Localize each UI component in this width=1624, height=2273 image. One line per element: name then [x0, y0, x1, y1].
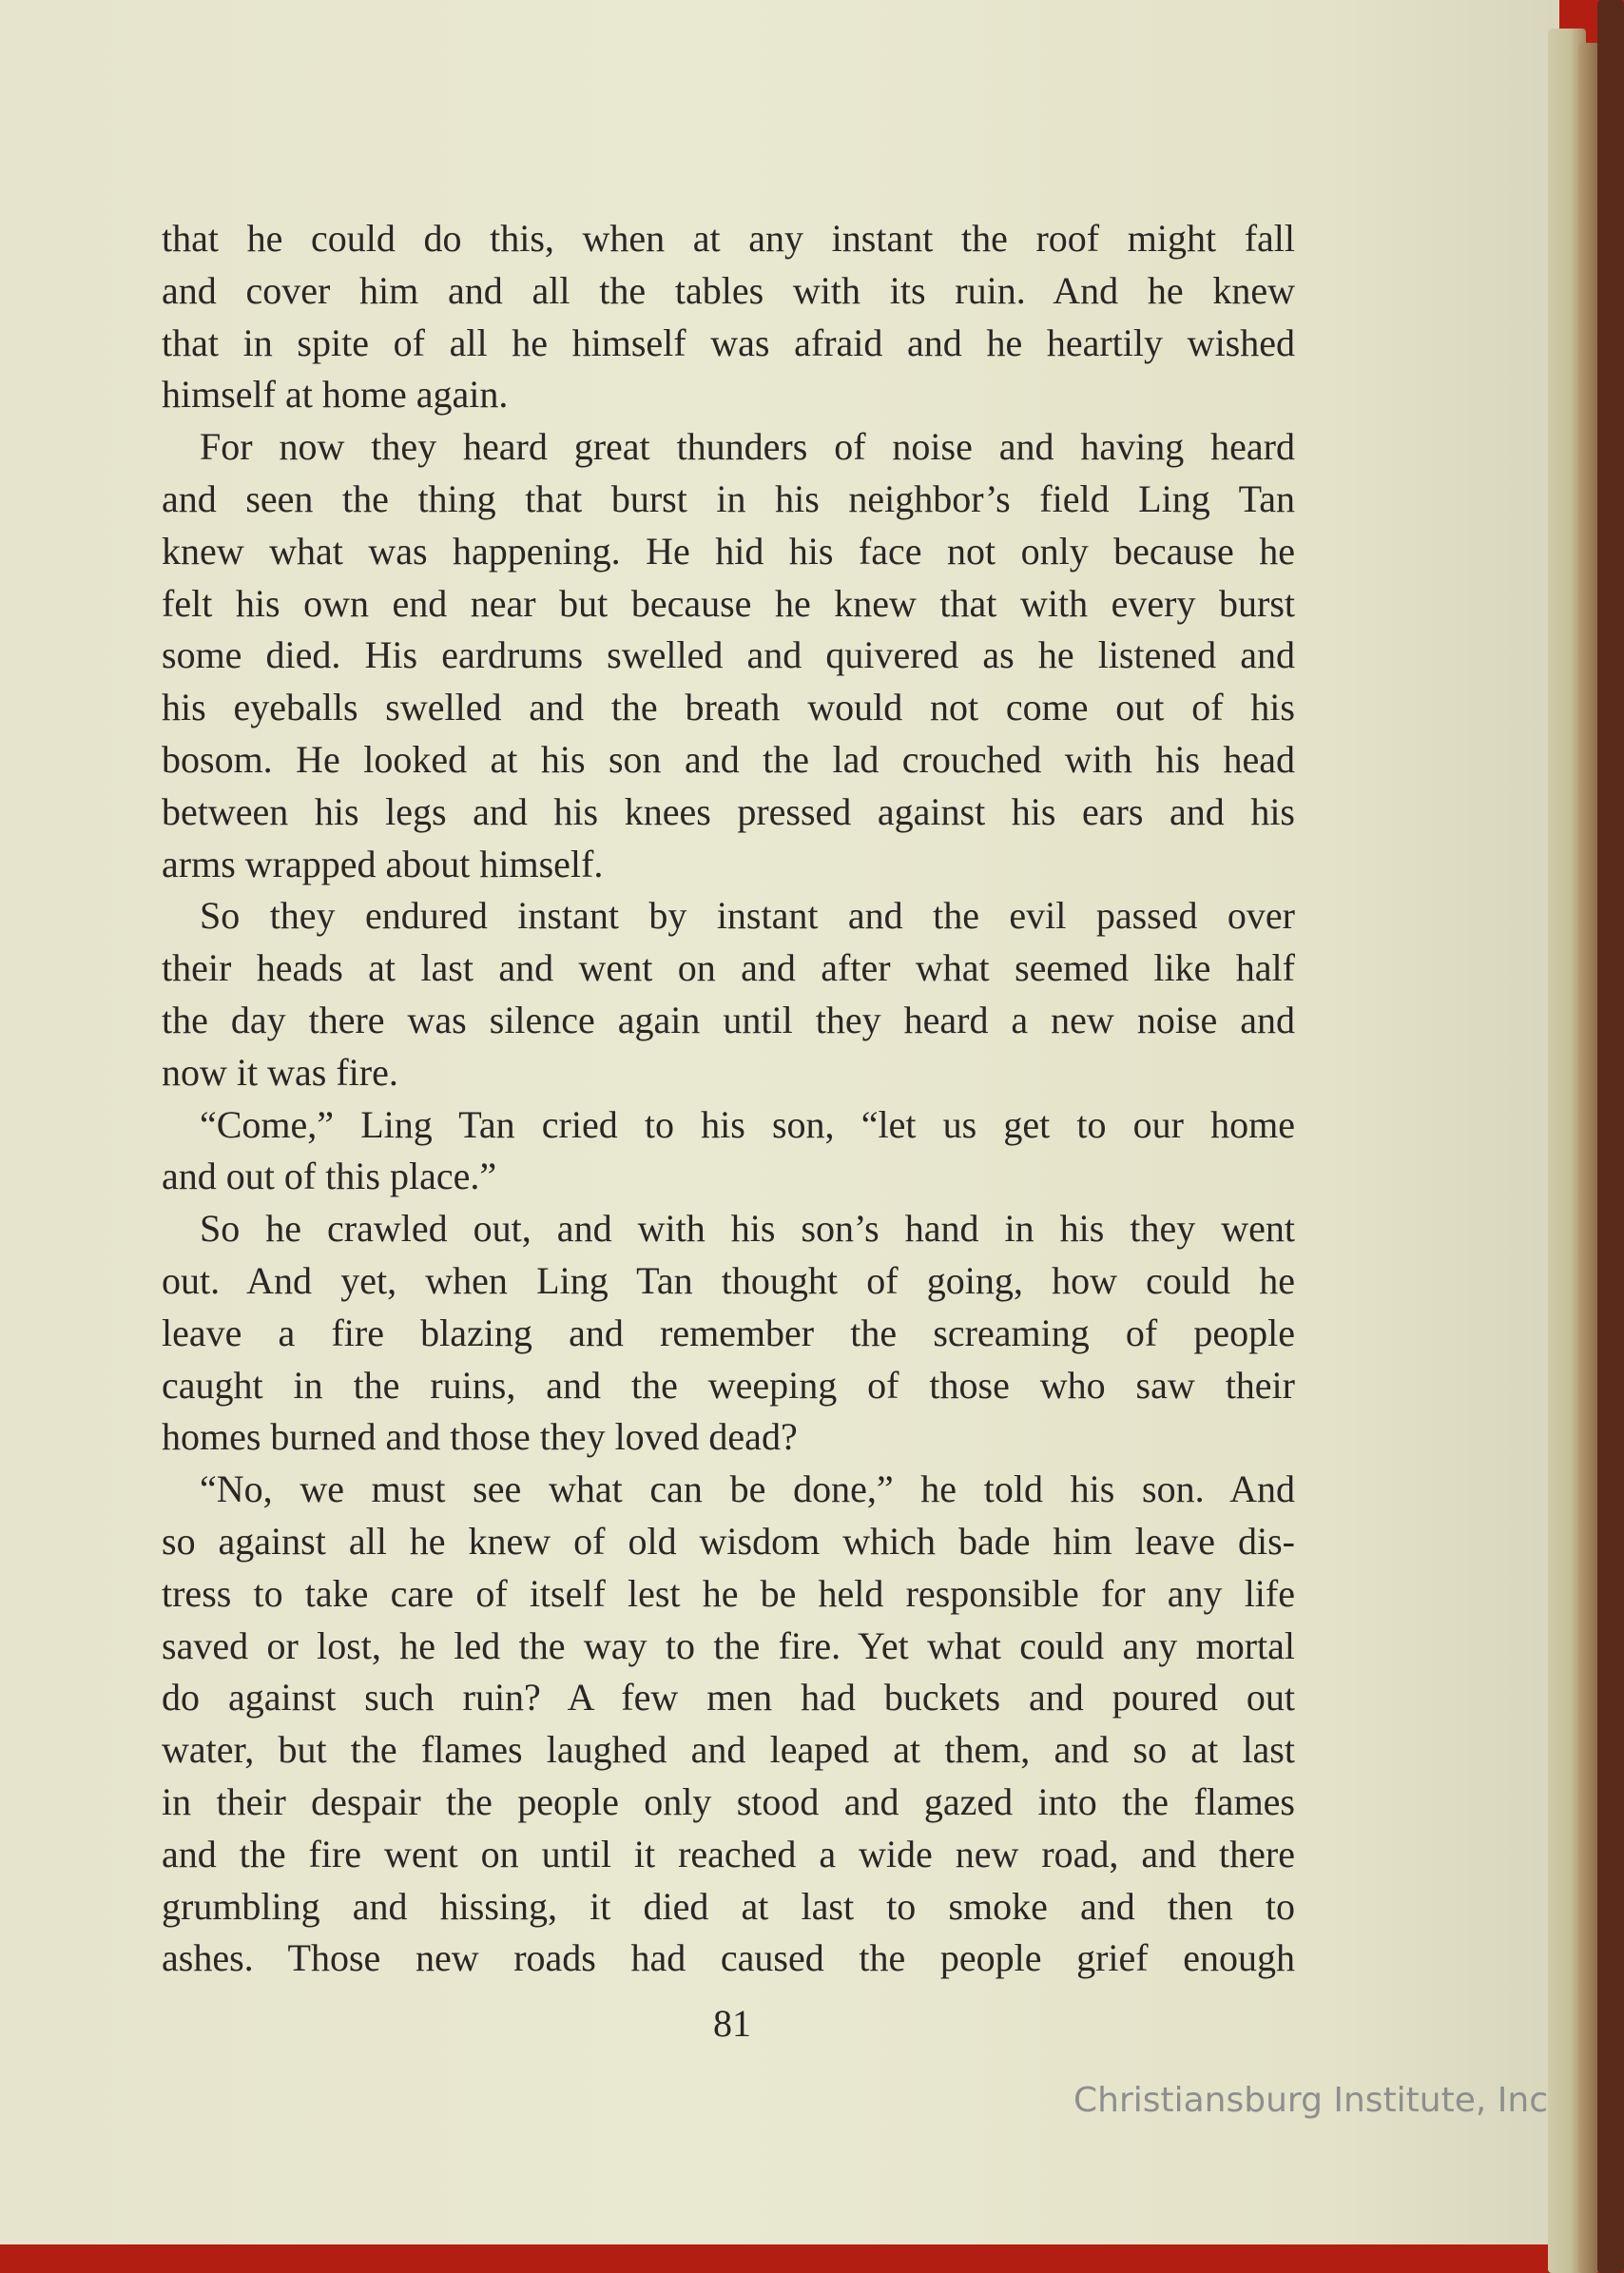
- text-line: So he crawled out, and with his son’s hand in his they went: [200, 1207, 1295, 1251]
- text-line: arms wrapped about himself.: [162, 842, 604, 885]
- text-line: leave a fire blazing and remember the screaming of people: [162, 1311, 1295, 1354]
- page-number: 81: [713, 2002, 751, 2045]
- text-line: their heads at last and went on and after what seemed like half: [162, 946, 1295, 990]
- text-line: his eyeballs swelled and the breath would not come out of his: [162, 686, 1295, 729]
- text-line: now it was fire.: [162, 1050, 398, 1094]
- watermark: Christiansburg Institute, Inc: [1073, 2081, 1548, 2120]
- text-line: tress to take care of itself lest he be held responsible for any life: [162, 1571, 1295, 1615]
- text-line: in their despair the people only stood and gazed into the flames: [162, 1779, 1295, 1823]
- text-line: between his legs and his knees pressed against his ears and his: [162, 789, 1295, 833]
- book-spine-shadow: [1597, 0, 1624, 2273]
- text-line: grumbling and hissing, it died at last to smoke and then to: [162, 1884, 1295, 1928]
- text-line: so against all he knew of old wisdom which bade him leave dis-: [162, 1519, 1295, 1563]
- text-line: “No, we must see what can be done,” he told his son. And: [200, 1467, 1295, 1511]
- text-line: some died. His eardrums swelled and quivered as he listened and: [162, 633, 1295, 677]
- text-line: “Come,” Ling Tan cried to his son, “let us get to our home: [200, 1102, 1295, 1146]
- text-line: For now they heard great thunders of noise and having heard: [200, 425, 1295, 469]
- text-line: the day there was silence again until they heard a new noise and: [162, 998, 1295, 1041]
- text-line: that he could do this, when at any instant the roof might fall: [162, 217, 1295, 260]
- text-line: himself at home again.: [162, 373, 509, 417]
- text-line: and seen the thing that burst in his neighbor’s field Ling Tan: [162, 476, 1295, 520]
- text-line: ashes. Those new roads had caused the people grief enough: [162, 1936, 1295, 1980]
- text-line: and cover him and all the tables with its ruin. And he knew: [162, 268, 1295, 312]
- text-line: and the fire went on until it reached a wide new road, and there: [162, 1832, 1295, 1875]
- text-line: water, but the flames laughed and leaped at them, and so at last: [162, 1728, 1295, 1772]
- text-line: that in spite of all he himself was afraid and he heartily wished: [162, 321, 1295, 364]
- page-body-text: [162, 213, 1295, 1985]
- book-cover-edge: [1578, 43, 1599, 2273]
- text-line: So they endured instant by instant and the evil passed over: [200, 894, 1295, 938]
- text-line: bosom. He looked at his son and the lad crouched with his head: [162, 737, 1295, 781]
- text-line: knew what was happening. He hid his face not only because he: [162, 529, 1295, 573]
- text-line: out. And yet, when Ling Tan thought of going, how could he: [162, 1258, 1295, 1302]
- text-line: and out of this place.”: [162, 1155, 497, 1198]
- text-line: do against such ruin? A few men had buckets and poured out: [162, 1676, 1295, 1719]
- text-line: homes burned and those they loved dead?: [162, 1415, 798, 1459]
- text-line: felt his own end near but because he knew that with every burst: [162, 581, 1295, 625]
- text-line: caught in the ruins, and the weeping of those who saw their: [162, 1363, 1295, 1407]
- text-line: saved or lost, he led the way to the fire. Yet what could any mortal: [162, 1623, 1295, 1667]
